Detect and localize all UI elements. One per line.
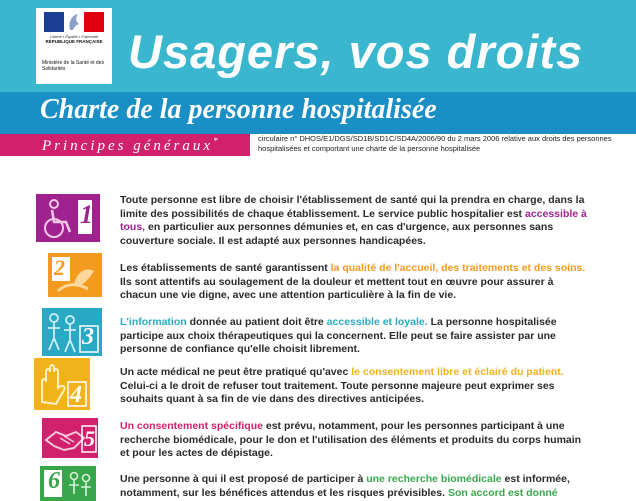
principle-text-segment: Toute personne est libre de choisir l'établissement de santé qui la prendra en charge, dans la limite des possibilités de chaque établissement. Le service public hospitalier est [120,194,585,220]
principle-text-segment: en particulier aux personnes démunies et, en cas d'urgence, aux personnes sans couverture sociale. Il est adapté aux personnes handicapées. [120,221,554,248]
principle-text-segment: Un acte médical ne peut être pratiqué qu'avec [120,366,352,378]
principle-text-segment: Les établissements de santé garantissent [120,262,331,274]
people-talking-icon [42,308,102,356]
principle-number-2: 2 [54,255,65,280]
ministry-name: Ministère de la Santé et des Solidarités [42,60,104,72]
principle-text-segment: est informée, notamment, sur les bénéfices attendus et les risques prévisibles. [120,473,570,499]
caring-hands-icon [48,253,102,297]
principle-number-1: 1 [80,200,93,229]
highlighted-phrase: Son accord est donné [447,486,558,499]
principle-number-6: 6 [48,468,60,494]
pictogram-column [0,156,110,501]
principle-text-5 [120,420,588,461]
marianne-emblem [44,12,104,34]
principle-text-segment: Celui-ci a le droit de refuser tout traitement. Toute personne majeure peut exprimer ses souhaits quant à sa fin de vie dans des directives anticipées. [120,379,555,406]
handshake-icon [42,418,98,458]
highlighted-phrase: accessible à tous, [120,207,587,234]
principle-text-segment: Une personne à qui il est proposé de participer à [120,473,367,485]
section-label: Principes généraux* [42,136,221,154]
principle-text-1 [120,194,588,249]
principle-text-segment: est prévu, notamment, pour les personnes participant à une recherche biomédicale, pour le don et l'utilisation des éléments et produits du corps humain et pour les actes de dépistage. [120,420,582,460]
wheelchair-accessibility-icon [36,194,100,242]
highlighted-phrase: Un consentement spécifique [120,420,263,432]
principle-text-3 [120,316,588,357]
highlighted-phrase: accessible et loyale. [326,316,428,328]
open-hand-icon [34,358,90,410]
principle-text-4 [120,366,588,407]
research-people-icon [40,466,96,501]
highlighted-phrase: la qualité de l'accueil, des traitements et des soins. [330,262,586,274]
main-title: Usagers, vos droits [128,25,584,78]
circulaire-reference: circulaire n° DHOS/E1/DGS/SD1B/SD1C/SD4A/2006/90 du 2 mars 2006 relative aux droits des personnes hospitalisées et comportant une charte de la personne hospitalisée [258,134,612,153]
principle-text-segment: Ils sont attentifs au soulagement de la douleur et mettent tout en œuvre pour assurer à chacun une vie digne, avec une attention particulière à la fin de vie. [120,275,554,302]
principle-text-2 [120,262,588,303]
republic-motto: Liberté • Égalité • Fraternité [49,34,99,39]
sub-title: Charte de la personne hospitalisée [40,94,437,125]
republic-logo [36,8,112,84]
principle-text-segment: La personne hospitalisée participe aux choix thérapeutiques qui la concernent. Elle peut se faire assister par une personne de confiance qu'elle choisit librement. [120,316,557,356]
principle-text-segment: donnée au patient doit être [186,316,327,328]
highlighted-phrase: une recherche biomédicale [366,473,502,485]
highlighted-phrase: le consentement libre et éclairé du patient. [351,366,564,378]
principle-text-6 [120,473,588,500]
highlighted-phrase: L'information [120,316,187,328]
republic-name: RÉPUBLIQUE FRANÇAISE [45,39,103,44]
principle-number-5: 5 [84,426,95,451]
principle-number-4: 4 [70,382,82,408]
principle-number-3: 3 [82,324,94,350]
